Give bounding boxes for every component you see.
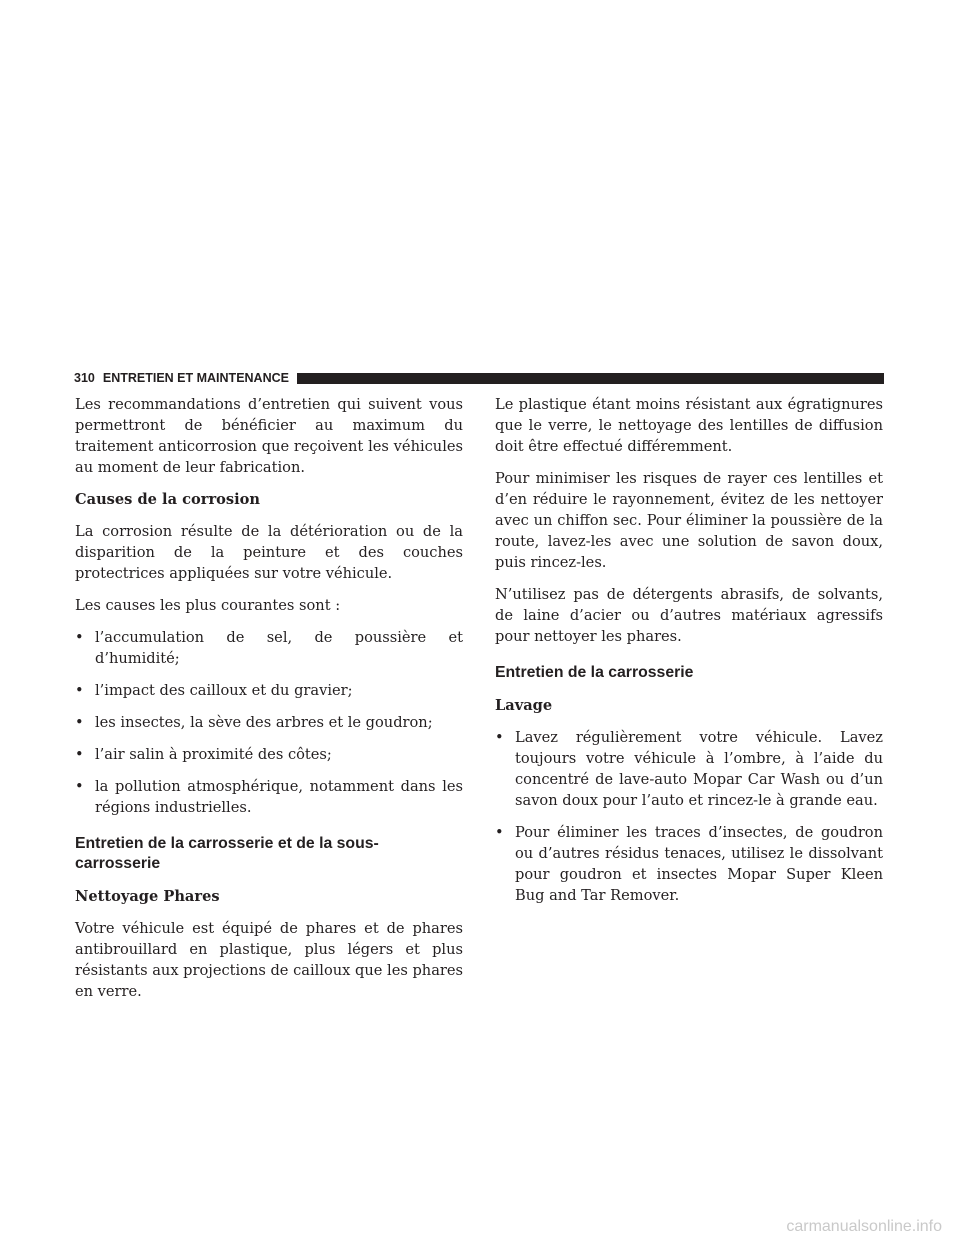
headlamp-paragraph: Votre véhicule est équipé de phares et de phares antibrouillard en plastique, plus légers et plus résistants aux projections de cailloux que les phares en verre.: [75, 920, 464, 1000]
page-header: [74, 369, 884, 387]
scratch-paragraph: Pour minimiser les risques de rayer ces lentilles et d’en réduire le rayonnement, évitez de les nettoyer avec un chiffon sec. Pour éliminer la poussière de la route, lavez-les avec une solution de savon doux, puis rincez-les.: [495, 470, 883, 571]
causes-intro: Les causes les plus courantes sont :: [75, 597, 341, 614]
causes-heading: Causes de la corrosion: [75, 491, 260, 508]
wash-list: [495, 727, 883, 906]
bullet: •: [75, 778, 84, 795]
body-care-heading: Entretien de la carrosserie: [495, 664, 694, 681]
bullet: •: [75, 746, 84, 763]
detergent-paragraph: N’utilisez pas de détergents abrasifs, de solvants, de laine d’acier ou d’autres matériaux agressifs pour nettoyer les phares.: [495, 586, 883, 645]
list-item: • la pollution atmosphérique, notamment dans les régions industrielles.: [75, 778, 463, 816]
bullet: •: [75, 629, 84, 646]
plastic-paragraph: Le plastique étant moins résistant aux égratignures que le verre, le nettoyage des lentilles de diffusion doit être effectué différemment.: [495, 396, 883, 455]
right-column: [495, 394, 883, 917]
list-item: • Lavez régulièrement votre véhicule. Lavez toujours votre véhicule à l’ombre, à l’aide du concentré de lave-auto Mopar Car Wash ou d’un savon doux pour l’auto et rincez-le à grande eau.: [495, 729, 883, 809]
watermark: carmanualsonline.info: [786, 1218, 942, 1235]
list-item: • l’accumulation de sel, de poussière et d’humidité;: [75, 629, 463, 667]
left-column: [75, 394, 463, 1013]
list-item: • les insectes, la sève des arbres et le goudron;: [75, 714, 433, 731]
intro-paragraph: Les recommandations d’entretien qui suivent vous permettront de bénéficier au maximum du traitement anticorrosion que reçoivent les véhicules au moment de leur fabrication.: [75, 396, 463, 476]
causes-paragraph: La corrosion résulte de la détérioration ou de la disparition de la peinture et des couches protectrices appliquées sur votre véhicule.: [75, 523, 463, 582]
list-item: • l’impact des cailloux et du gravier;: [75, 682, 353, 699]
causes-list: [75, 627, 463, 818]
bullet: •: [75, 682, 84, 699]
section-title: ENTRETIEN ET MAINTENANCE: [102, 371, 289, 385]
bullet: •: [75, 714, 84, 731]
body-underbody-heading: Entretien de la carrosserie et de la sous-carrosserie: [75, 835, 379, 872]
headlamp-heading: Nettoyage Phares: [75, 888, 220, 905]
bullet: •: [495, 729, 504, 746]
list-item: • l’air salin à proximité des côtes;: [75, 746, 332, 763]
list-item: • Pour éliminer les traces d’insectes, de goudron ou d’autres résidus tenaces, utilisez le dissolvant pour goudron et insectes Mopar Super Kleen Bug and Tar Remover.: [495, 824, 883, 904]
wash-heading: Lavage: [495, 697, 553, 714]
bullet: •: [495, 824, 504, 841]
page-number: 310: [74, 371, 95, 385]
header-rule: [297, 373, 884, 384]
